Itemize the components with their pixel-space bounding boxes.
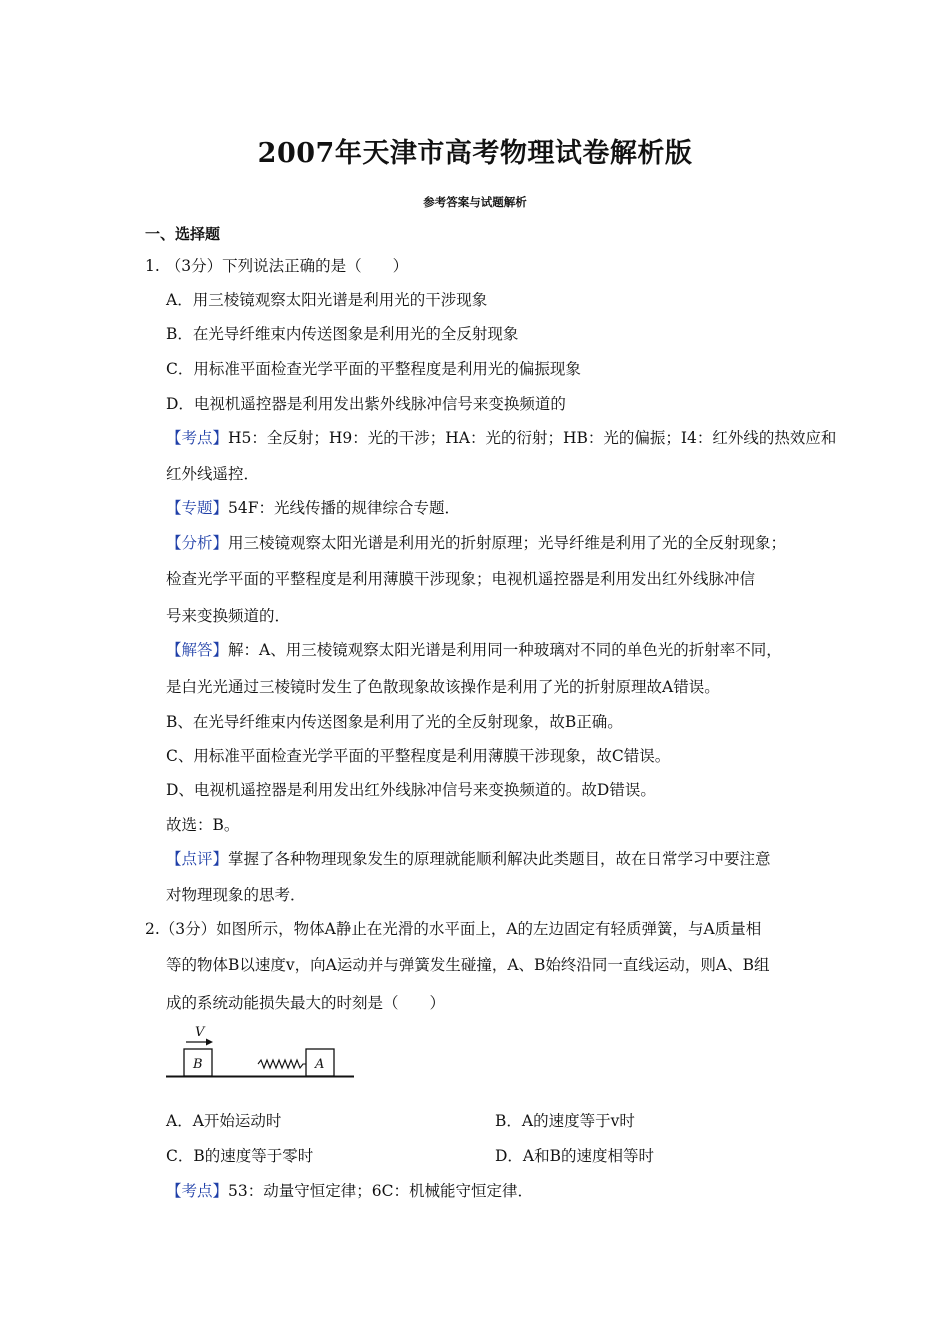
q2-stem-cont-2: 成的系统动能损失最大的时刻是（ ） xyxy=(166,994,446,1012)
velocity-arrow-head xyxy=(206,1039,213,1046)
q1-kaodian-cont: 红外线遥控． xyxy=(166,465,260,483)
q2-stem-cont-1: 等的物体B以速度v，向A运动并与弹簧发生碰撞，A、B始终沿同一直线运动，则A、B组 xyxy=(166,956,770,974)
q2-stem: （3分）如图所示，物体A静止在光滑的水平面上，A的左边固定有轻质弹簧，与A质量相 xyxy=(159,920,762,938)
q1-dianping-cont: 对物理现象的思考． xyxy=(166,886,306,904)
q1-zhuanti xyxy=(166,498,460,518)
kaodian-text: H5：全反射；H9：光的干涉；HA：光的衍射；HB：光的偏振；I4：红外线的热效应和 xyxy=(228,429,837,447)
q1-option-b: B．在光导纤维束内传送图象是利用光的全反射现象 xyxy=(166,325,519,343)
q2-kaodian-text: 53：动量守恒定律；6C：机械能守恒定律． xyxy=(228,1182,533,1200)
spring-collision-figure xyxy=(166,1022,356,1082)
q1-fenxi-cont-2: 号来变换频道的． xyxy=(166,607,291,625)
q1-jieda-cont-1: 是白光光通过三棱镜时发生了色散现象故该操作是利用了光的折射原理故A错误。 xyxy=(166,678,720,696)
block-b-label: B xyxy=(193,1057,203,1072)
page-title: 2007年天津市高考物理试卷解析版 xyxy=(257,138,693,169)
zhuanti-tag: 【专题】 xyxy=(166,499,229,517)
fenxi-tag: 【分析】 xyxy=(166,534,229,552)
q1-stem: （3分）下列说法正确的是（ ） xyxy=(165,257,409,275)
q2-stem-line xyxy=(145,919,761,939)
q1-option-c: C．用标准平面检查光学平面的平整程度是利用光的偏振现象 xyxy=(166,360,581,378)
q2-kaodian xyxy=(166,1181,533,1201)
q2-option-a: A．A开始运动时 xyxy=(166,1112,282,1130)
fenxi-text: 用三棱镜观察太阳光谱是利用光的折射原理；光导纤维是利用了光的全反射现象； xyxy=(228,534,787,552)
q1-kaodian xyxy=(166,428,836,448)
velocity-label: V xyxy=(195,1025,205,1040)
q2-option-c: C．B的速度等于零时 xyxy=(166,1147,314,1165)
q1-option-a: A．用三棱镜观察太阳光谱是利用光的干涉现象 xyxy=(166,291,488,309)
kaodian-tag: 【考点】 xyxy=(166,429,229,447)
q2-option-d: D．A和B的速度相等时 xyxy=(495,1147,655,1165)
q1-jieda-cont-3: C、用标准平面检查光学平面的平整程度是利用薄膜干涉现象，故C错误。 xyxy=(166,747,671,765)
page-subtitle: 参考答案与试题解析 xyxy=(423,195,527,209)
block-a-label: A xyxy=(315,1057,325,1072)
section-heading: 一、选择题 xyxy=(145,225,221,243)
jieda-tag: 【解答】 xyxy=(166,641,229,659)
q1-number: 1. xyxy=(145,257,160,275)
q1-option-d: D．电视机遥控器是利用发出紫外线脉冲信号来变换频道的 xyxy=(166,395,566,413)
dianping-tag: 【点评】 xyxy=(166,850,229,868)
q2-kaodian-tag: 【考点】 xyxy=(166,1182,229,1200)
jieda-text: 解：A、用三棱镜观察太阳光谱是利用同一种玻璃对不同的单色光的折射率不同， xyxy=(228,641,782,659)
q1-answer: 故选：B。 xyxy=(166,816,240,834)
dianping-text: 掌握了各种物理现象发生的原理就能顺利解决此类题目，故在日常学习中要注意 xyxy=(228,850,771,868)
q1-jieda xyxy=(166,640,782,660)
q1-dianping xyxy=(166,849,771,869)
q1-jieda-cont-4: D、电视机遥控器是利用发出红外线脉冲信号来变换频道的。故D错误。 xyxy=(166,781,656,799)
q1-stem-line xyxy=(145,256,408,276)
q1-fenxi xyxy=(166,533,786,553)
q2-option-b: B．A的速度等于v时 xyxy=(495,1112,635,1130)
zhuanti-text: 54F：光线传播的规律综合专题． xyxy=(228,499,460,517)
spring xyxy=(258,1060,306,1068)
q1-fenxi-cont-1: 检查光学平面的平整程度是利用薄膜干涉现象；电视机遥控器是利用发出红外线脉冲信 xyxy=(166,570,756,588)
q1-jieda-cont-2: B、在光导纤维束内传送图象是利用了光的全反射现象，故B正确。 xyxy=(166,713,623,731)
q2-number: 2. xyxy=(145,920,160,938)
